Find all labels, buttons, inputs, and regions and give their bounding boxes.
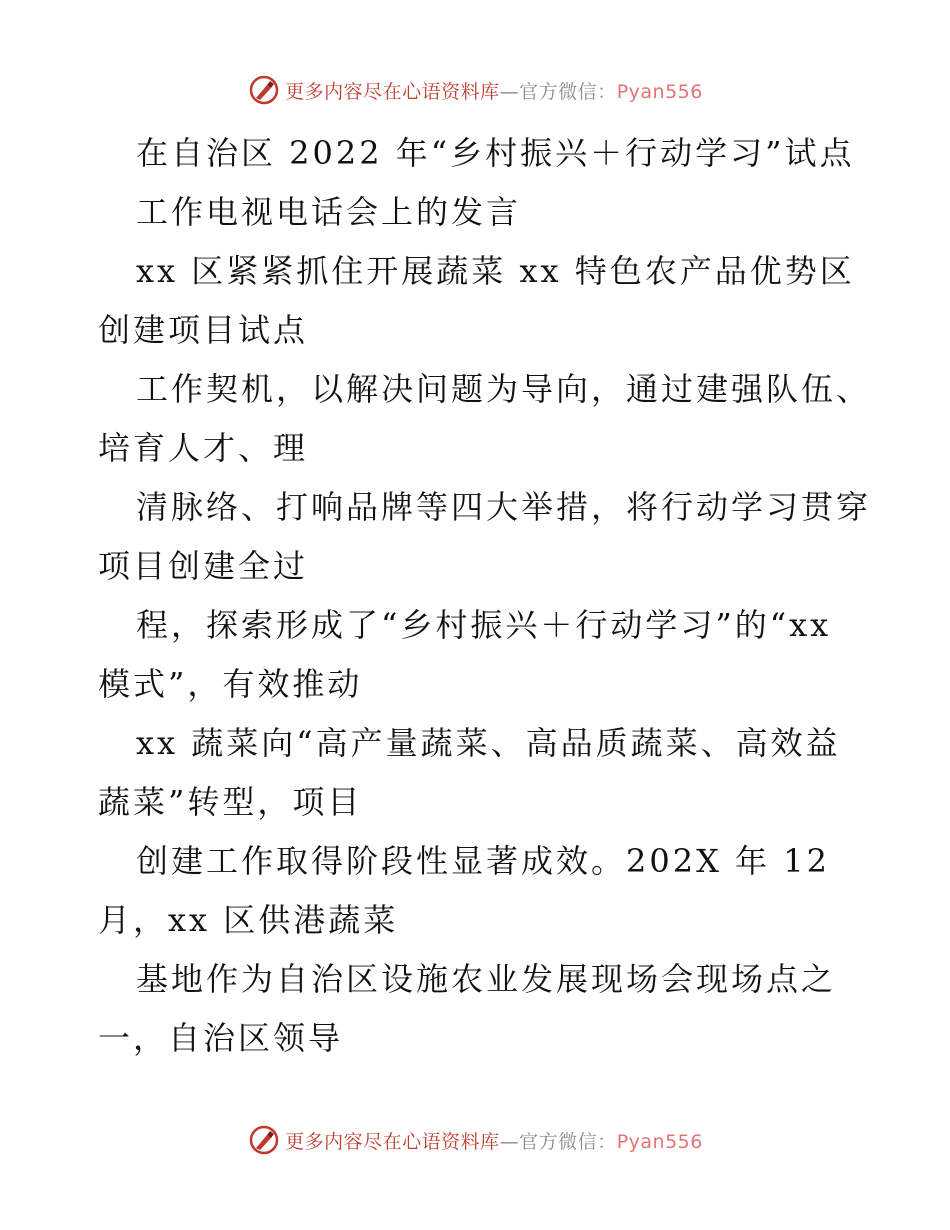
footer-watermark: [0, 1120, 950, 1160]
pen-logo-icon: [247, 1123, 281, 1157]
title-line-2: 工作电视电话会上的发言: [136, 193, 522, 231]
header-watermark: [0, 70, 950, 110]
paragraph-line: 蔬菜”转型，项目: [98, 783, 363, 821]
watermark-text: 更多内容尽在心语资料库—官方微信：Pyan556: [285, 80, 703, 103]
pen-logo-icon: [247, 73, 281, 107]
title-line-1: 在自治区 2022 年“乡村振兴＋行动学习”试点: [136, 134, 855, 172]
paragraph-line: xx 蔬菜向“高产量蔬菜、高品质蔬菜、高效益: [136, 724, 841, 762]
paragraph-line: 程，探索形成了“乡村振兴＋行动学习”的“xx: [136, 606, 832, 644]
paragraph-line: 工作契机，以解决问题为导向，通过建强队伍、: [136, 370, 872, 408]
paragraph-line: 清脉络、打响品牌等四大举措，将行动学习贯穿: [136, 488, 872, 526]
paragraph-line: 模式”，有效推动: [98, 665, 363, 703]
paragraph-line: 月，xx 区供港蔬菜: [98, 901, 399, 939]
paragraph-line: 创建项目试点: [98, 311, 309, 349]
document-body: [98, 124, 872, 1068]
paragraph-line: 培育人才、理: [98, 429, 309, 467]
paragraph-line: 创建工作取得阶段性显著成效。202X 年 12: [136, 842, 830, 880]
paragraph-line: xx 区紧紧抓住开展蔬菜 xx 特色农产品优势区: [136, 252, 855, 290]
paragraph-line: 一，自治区领导: [98, 1019, 344, 1057]
paragraph-line: 项目创建全过: [98, 547, 309, 585]
watermark-text: 更多内容尽在心语资料库—官方微信：Pyan556: [285, 1130, 703, 1153]
paragraph-line: 基地作为自治区设施农业发展现场会现场点之: [136, 960, 837, 998]
